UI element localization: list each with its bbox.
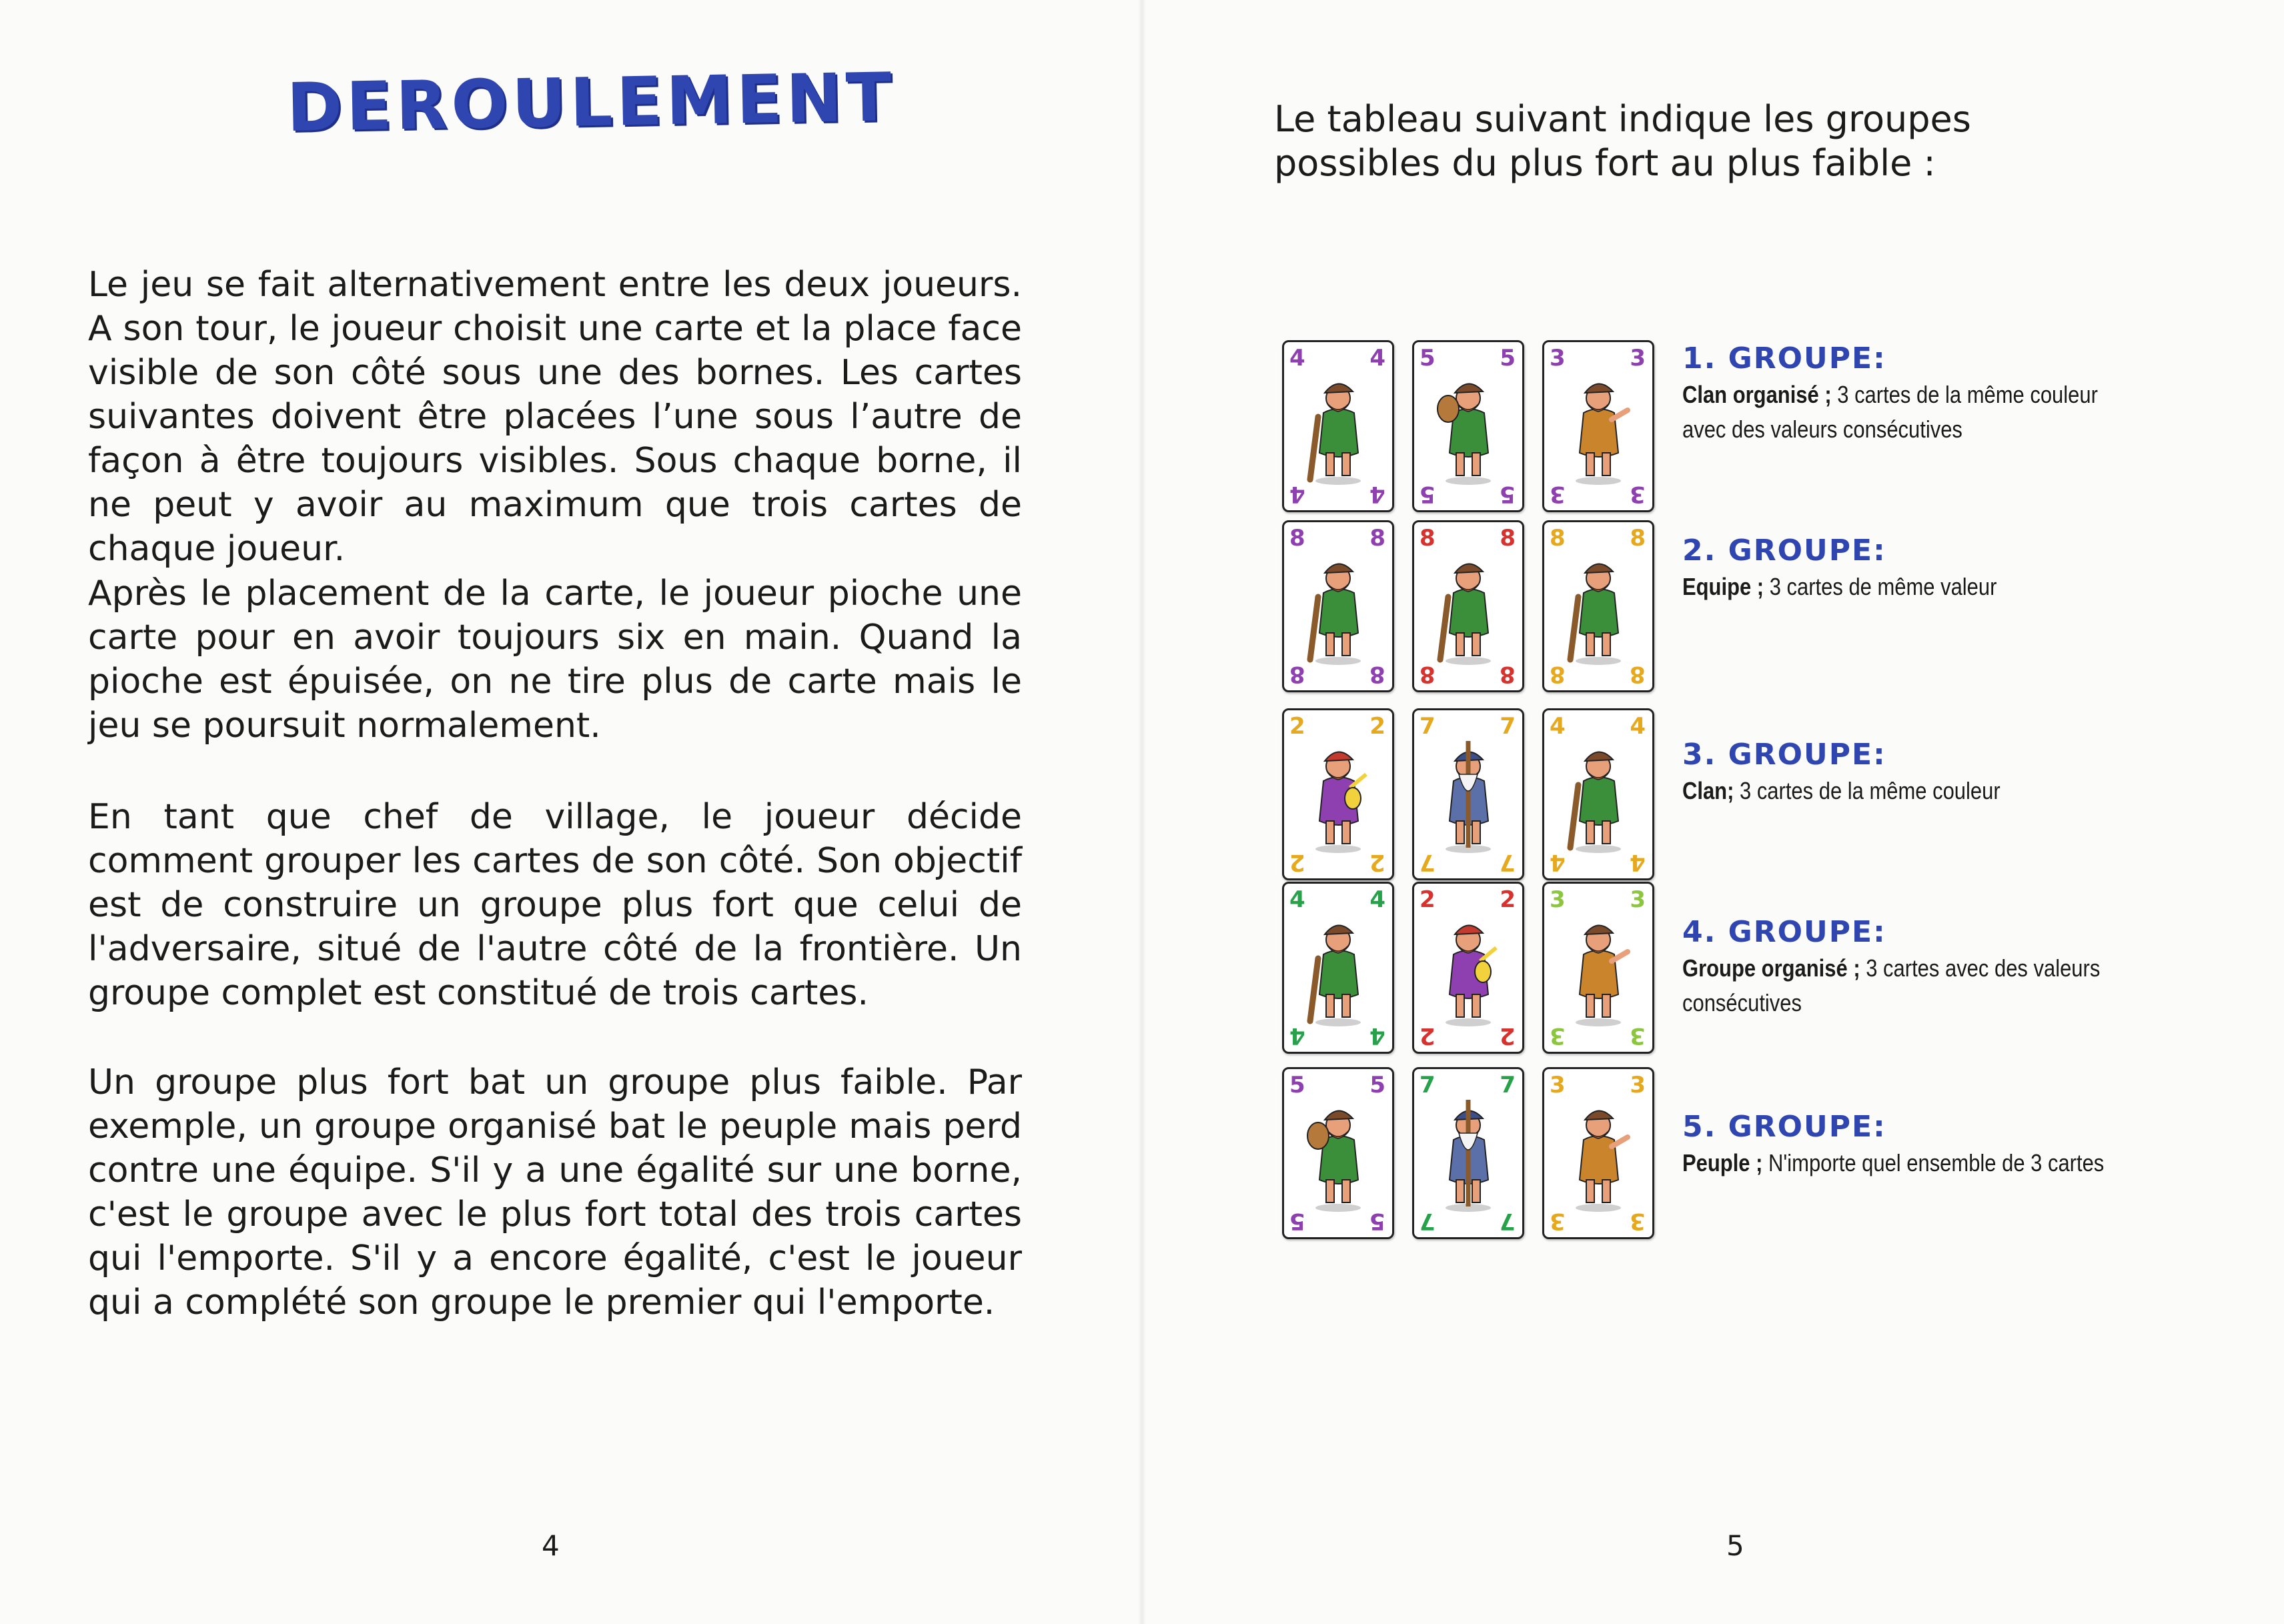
playing-card [1412,520,1524,692]
playing-card [1412,882,1524,1054]
group-name: Clan; [1682,777,1734,804]
group-rule: N'importe quel ensemble de 3 cartes [1762,1149,2105,1176]
group-title: 4. GROUPE: [1682,915,1886,949]
card-value: 2 [1369,849,1385,876]
section-title: DEROULEMENT [286,58,897,147]
card-value: 2 [1500,1022,1516,1049]
card-value: 4 [1289,1022,1305,1049]
group-description [1682,951,2141,1020]
card-value: 4 [1369,481,1385,508]
card-value: 3 [1550,1208,1566,1235]
character-illustration [1298,734,1378,854]
card-value: 3 [1550,481,1566,508]
paragraph-4: Un groupe plus fort bat un groupe plus faible. Par exemple, un groupe organisé bat le peuple mais perd contre une équipe. S'il y a une égalité sur une borne, c'est le groupe avec le plus fort total des trois cartes qui l'emporte. S'il y a encore égalité, c'est le joueur qui a complété son groupe le premier qui l'emporte. [88,1062,1022,1323]
group-title: 3. GROUPE: [1682,738,1886,772]
card-value: 2 [1419,1022,1436,1049]
card-value: 4 [1369,1022,1385,1049]
card-value: 3 [1550,1022,1566,1049]
card-value: 4 [1289,481,1305,508]
character-illustration [1298,1093,1378,1213]
right-page [1142,0,2284,1624]
character-illustration [1428,734,1508,854]
paragraph-2: Après le placement de la carte, le joueur pioche une carte pour en avoir toujours six en main. Quand la pioche est épuisée, on ne tire plus de carte mais le jeu se poursuit normalement. [88,574,1022,746]
card-value: 3 [1550,345,1566,371]
card-value: 8 [1500,525,1516,552]
card-value: 8 [1630,525,1646,552]
playing-card [1542,520,1654,692]
card-value: 8 [1289,525,1305,552]
card-value: 8 [1289,661,1305,688]
character-illustration [1298,908,1378,1028]
playing-card [1542,708,1654,880]
playing-card [1542,340,1654,512]
card-value: 5 [1500,481,1516,508]
card-value: 3 [1630,1208,1646,1235]
character-illustration [1558,366,1638,486]
card-value: 7 [1500,1208,1516,1235]
character-illustration [1428,908,1508,1028]
card-value: 3 [1630,886,1646,913]
card-value: 3 [1550,1072,1566,1098]
card-value: 8 [1550,661,1566,688]
group-title: 2. GROUPE: [1682,534,1886,568]
card-value: 7 [1419,1208,1436,1235]
group-rule: 3 cartes de la même couleur [1734,777,2001,804]
card-value: 7 [1419,849,1436,876]
card-value: 8 [1419,525,1436,552]
card-value: 2 [1289,849,1305,876]
card-value: 4 [1369,345,1385,371]
character-illustration [1428,1093,1508,1213]
card-value: 3 [1630,1022,1646,1049]
group-name: Clan organisé ; [1682,381,1832,408]
card-value: 3 [1630,1072,1646,1098]
group-rule: 3 cartes avec des valeurs consécutives [1682,954,2101,1016]
group-title: 5. GROUPE: [1682,1110,1886,1144]
character-illustration [1558,1093,1638,1213]
group-description [1682,377,2141,447]
card-value: 4 [1630,849,1646,876]
character-illustration [1428,366,1508,486]
card-value: 8 [1630,661,1646,688]
group-rule: 3 cartes de la même couleur avec des valeurs consécutives [1682,381,2098,443]
card-value: 8 [1550,525,1566,552]
playing-card [1542,882,1654,1054]
character-illustration [1298,546,1378,666]
playing-card [1282,1067,1394,1239]
card-value: 3 [1630,345,1646,371]
card-value: 7 [1500,1072,1516,1098]
card-value: 5 [1289,1072,1305,1098]
card-value: 7 [1419,713,1436,740]
card-value: 4 [1550,713,1566,740]
card-value: 5 [1419,481,1436,508]
card-value: 7 [1500,713,1516,740]
character-illustration [1298,366,1378,486]
card-value: 2 [1289,713,1305,740]
page-number-right: 5 [1726,1529,1744,1562]
card-value: 4 [1289,345,1305,371]
playing-card [1282,520,1394,692]
card-value: 2 [1369,713,1385,740]
page-number-left: 4 [542,1529,560,1562]
card-value: 2 [1419,886,1436,913]
playing-card [1282,340,1394,512]
paragraph-1: Le jeu se fait alternativement entre les deux joueurs. A son tour, le joueur choisit une carte et la place face visible de son côté sous une des bornes. Les cartes suivantes doivent être placées l’une sous l’autre de façon à être toujours visibles. Sous chaque borne, il ne peut y avoir au maximum que trois cartes de chaque joueur. [88,265,1022,569]
card-value: 8 [1419,661,1436,688]
character-illustration [1558,546,1638,666]
playing-card [1412,340,1524,512]
card-value: 4 [1630,713,1646,740]
card-value: 4 [1550,849,1566,876]
group-name: Peuple ; [1682,1149,1763,1176]
playing-card [1282,708,1394,880]
intro-text: Le tableau suivant indique les groupes possibles du plus fort au plus faible : [1274,98,1971,184]
playing-card [1412,1067,1524,1239]
paragraph-3: En tant que chef de village, le joueur décide comment grouper les cartes de son côté. Son objectif est de construire un groupe plus fort que celui de l'adversaire, situé de l'autre côté de la frontière. Un groupe complet est constitué de trois cartes. [88,797,1022,1013]
group-name: Groupe organisé ; [1682,954,1860,982]
card-value: 8 [1369,661,1385,688]
card-value: 4 [1369,886,1385,913]
playing-card [1412,708,1524,880]
card-value: 2 [1500,886,1516,913]
playing-card [1282,882,1394,1054]
group-description [1682,1146,2141,1180]
card-value: 5 [1500,345,1516,371]
card-value: 5 [1289,1208,1305,1235]
card-value: 8 [1500,661,1516,688]
group-rule: 3 cartes de même valeur [1764,573,1997,600]
card-value: 4 [1289,886,1305,913]
playing-card [1542,1067,1654,1239]
group-title: 1. GROUPE: [1682,341,1886,375]
card-value: 7 [1419,1072,1436,1098]
card-value: 7 [1500,849,1516,876]
card-value: 5 [1419,345,1436,371]
card-value: 8 [1369,525,1385,552]
character-illustration [1558,908,1638,1028]
character-illustration [1558,734,1638,854]
group-description [1682,570,2141,604]
card-value: 5 [1369,1072,1385,1098]
card-value: 5 [1369,1208,1385,1235]
character-illustration [1428,546,1508,666]
group-description [1682,774,2141,808]
card-value: 3 [1550,886,1566,913]
group-name: Equipe ; [1682,573,1764,600]
card-value: 3 [1630,481,1646,508]
